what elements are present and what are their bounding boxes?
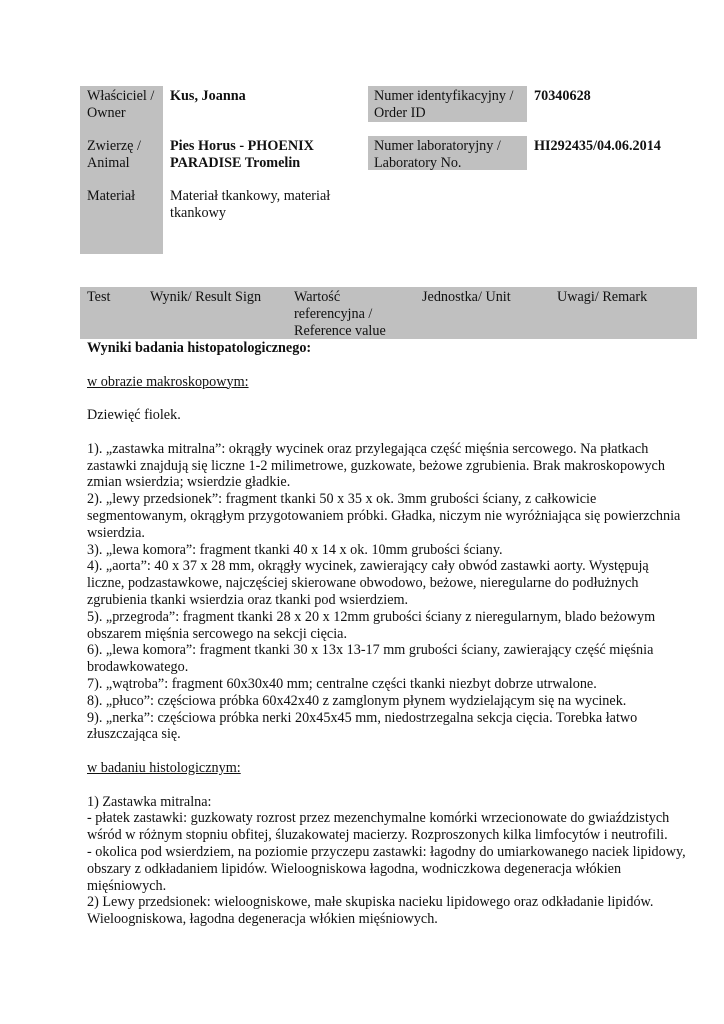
animal-label: Zwierzę / Animal	[87, 138, 141, 171]
histo-item-4: 2) Lewy przedsionek: wieloogniskowe, małe skupiska nacieku lipidowego oraz odkładanie lipidów. Wieloogniskowa, łagodna degeneracja włókien mięśniowych.	[87, 894, 654, 928]
order-value: 70340628	[534, 88, 591, 104]
macro-item-1: 1). „zastawka mitralna”: okrągły wycinek oraz przylegająca część mięśnia sercowego. Na płatkach zastawki znajdują się liczne 1-2 milimetrowe, guzkowate, beżowe zgrubienia. Brak makroskopowych zmian wsierdzia; wsierdzie gładkie.	[87, 440, 665, 491]
macro-item-5: 5). „przegroda”: fragment tkanki 28 x 20 x 12mm grubości ściany z nieregularnym, blado beżowym obszarem mięśnia sercowego na sekcji cięcia.	[87, 608, 656, 642]
lab-label: Numer laboratoryjny / Laboratory No.	[374, 138, 501, 171]
material-value: Materiał tkankowy, materiał tkankowy	[170, 188, 331, 221]
owner-value: Kus, Joanna	[170, 88, 246, 104]
results-header-result: Wynik/ Result Sign	[150, 289, 262, 305]
material-label: Materiał	[87, 188, 136, 204]
results-header-unit: Jednostka/ Unit	[422, 289, 511, 305]
vials-count: Dziewięć fiolek.	[87, 407, 181, 424]
macro-item-4: 4). „aorta”: 40 x 37 x 28 mm, okrągły wycinek, zawierający cały obwód zastawki aorty. Występują liczne, podzastawkowe, najczęściej skierowane obwodowo, beżowe, nieregularne do podłużnych zgrubienia tkanki wsierdzia oraz tkanki pod wsierdziem.	[87, 558, 649, 608]
macro-heading: w obrazie makroskopowym:	[87, 373, 249, 390]
lab-value: HI292435/04.06.2014	[534, 138, 661, 154]
histo-item-3: - okolica pod wsierdziem, na poziomie przyczepu zastawki: łagodny do umiarkowanego naciek lipidowy, obszary z odkładaniem lipidów. Wieloogniskowa łagodna, wodniczkowa degeneracja włókien mięśniowych.	[87, 843, 686, 894]
macro-item-6: 6). „lewa komora”: fragment tkanki 30 x 13x 13-17 mm grubości ściany, zawierający część mięśnia brodawkowatego.	[87, 642, 654, 676]
macro-item-8: 8). „płuco”: częściowa próbka 60x42x40 z zamglonym płynem wydzielającym się na wycinek.	[87, 692, 627, 709]
results-header-reference: Wartość referencyjna / Reference value	[294, 289, 386, 339]
report-title: Wyniki badania histopatologicznego:	[87, 340, 312, 356]
animal-value: Pies Horus - PHOENIX PARADISE Tromelin	[170, 138, 314, 171]
histo-item-1: 1) Zastawka mitralna:	[87, 793, 212, 810]
histo-heading: w badaniu histologicznym:	[87, 759, 241, 776]
results-header-remark: Uwagi/ Remark	[557, 289, 648, 305]
macro-item-9: 9). „nerka”: częściowa próbka nerki 20x45x45 mm, niedostrzegalna sekcja cięcia. Torebka łatwo złuszczająca się.	[87, 709, 638, 743]
owner-label: Właściciel / Owner	[87, 88, 155, 121]
histo-item-2: - płatek zastawki: guzkowaty rozrost przez mezenchymalne komórki wrzecionowate do gwiaździstych wśród w różnym stopniu obfitej, śluzakowatej macierzy. Rozproszonych kilka limfocytów i neutrofili.	[87, 810, 670, 844]
order-label: Numer identyfikacyjny / Order ID	[374, 88, 514, 121]
macro-item-7: 7). „wątroba”: fragment 60x30x40 mm; centralne części tkanki niezbyt dobrze utrwalone.	[87, 675, 597, 692]
macro-item-2: 2). „lewy przedsionek”: fragment tkanki 50 x 35 x ok. 3mm grubości ściany, z całkowicie segmentowanym, okrągłym przygotowaniem próbki. Gładka, niczym nie wyróżniająca się powierzchnia wsierdzia.	[87, 491, 681, 541]
results-header-test: Test	[87, 289, 111, 305]
macro-item-3: 3). „lewa komora”: fragment tkanki 40 x 14 x ok. 10mm grubości ściany.	[87, 541, 503, 558]
report-body	[87, 340, 687, 928]
